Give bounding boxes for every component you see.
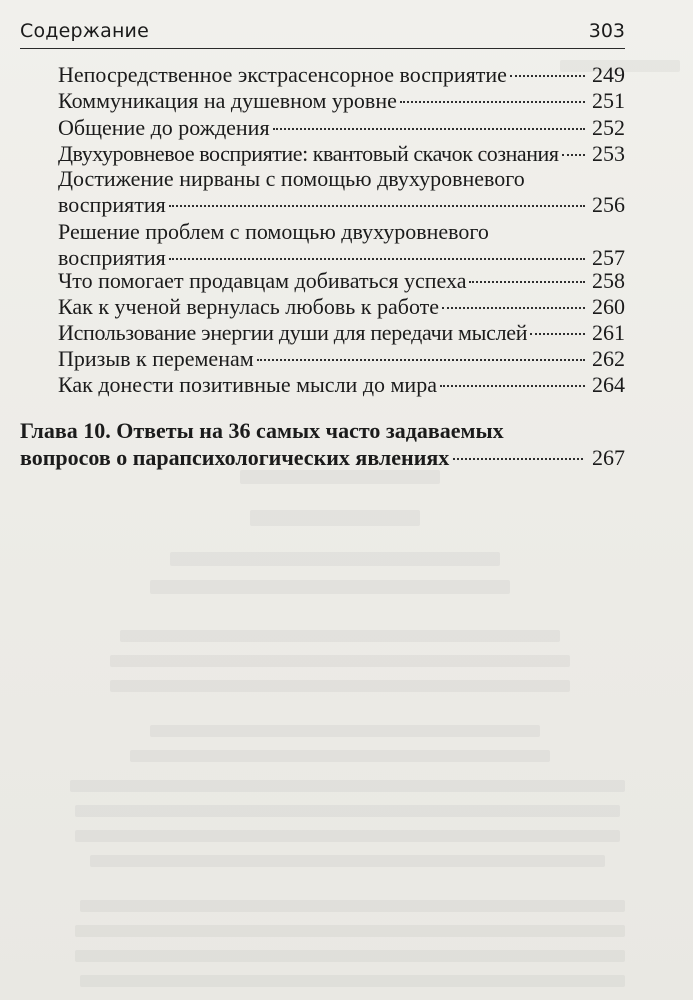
dot-leader: [562, 154, 585, 156]
show-through-mark: [150, 580, 510, 594]
dot-leader: [169, 205, 585, 207]
show-through-mark: [110, 680, 570, 692]
dot-leader: [510, 75, 585, 77]
toc-entry-page: 249: [592, 62, 625, 87]
show-through-mark: [240, 470, 440, 484]
chapter-page: 267: [592, 445, 625, 470]
toc-entry-title-line1: Достижение нирваны с помощью двухуровневого: [58, 166, 525, 191]
dot-leader: [442, 307, 585, 309]
toc-entry-title: Как к ученой вернулась любовь к работе: [58, 294, 440, 319]
toc-entry-title: Как донести позитивные мысли до мира: [58, 372, 437, 397]
dot-leader: [273, 128, 585, 130]
dot-leader: [169, 258, 585, 260]
dot-leader: [469, 281, 585, 283]
toc-entry: [58, 141, 625, 167]
show-through-mark: [120, 630, 560, 642]
toc-entry-page: 258: [592, 268, 625, 293]
dot-leader: [440, 385, 585, 387]
show-through-mark: [75, 830, 620, 842]
show-through-mark: [170, 552, 500, 566]
toc-entry-page: 262: [592, 346, 625, 371]
toc-entry: [58, 320, 625, 346]
chapter-entry: [20, 417, 625, 471]
show-through-mark: [130, 750, 550, 762]
toc-entry-page: 260: [592, 294, 625, 319]
dot-leader: [257, 359, 585, 361]
toc-entry-title: Использование энергии души для передачи мыслей: [58, 320, 528, 345]
toc-entry-title: Непосредственное экстрасенсорное восприятие: [58, 62, 507, 87]
toc-entry: [58, 219, 625, 271]
toc-entry-title: Двухуровневое восприятие: квантовый скачок сознания: [58, 141, 559, 166]
dot-leader: [453, 458, 583, 460]
toc-entry-title-line2: восприятия: [58, 245, 166, 270]
show-through-mark: [70, 780, 625, 792]
toc-entry-page: 251: [592, 88, 625, 113]
toc-entry-title: Коммуникация на душевном уровне: [58, 88, 397, 113]
show-through-mark: [110, 655, 570, 667]
running-header-title: Содержание: [20, 20, 149, 42]
show-through-mark: [75, 805, 620, 817]
toc-entry: [58, 115, 625, 141]
toc-entry: [58, 346, 625, 372]
toc-entry: [58, 268, 625, 294]
show-through-mark: [75, 925, 625, 937]
show-through-mark: [75, 950, 625, 962]
dot-leader: [530, 333, 585, 335]
show-through-mark: [80, 900, 625, 912]
toc-entry-page: 261: [592, 320, 625, 345]
toc-entry-page: 252: [592, 115, 625, 140]
toc-entry: [58, 372, 625, 398]
toc-entry: [58, 62, 625, 88]
toc-entry-title: Общение до рождения: [58, 115, 270, 140]
toc-entry-title-line1: Решение проблем с помощью двухуровневого: [58, 219, 489, 244]
chapter-title-line2: вопросов о парапсихологических явлениях: [20, 445, 450, 470]
chapter-title-line1: Глава 10. Ответы на 36 самых часто задаваемых: [20, 418, 504, 443]
show-through-mark: [250, 510, 420, 526]
dot-leader: [400, 101, 585, 103]
toc-entry: [58, 294, 625, 320]
toc-entry: [58, 166, 625, 218]
running-header-page-number: 303: [588, 20, 625, 42]
toc-entry-page: 256: [592, 192, 625, 217]
toc-entry-page: 264: [592, 372, 625, 397]
toc-entry: [58, 88, 625, 114]
running-header: [20, 18, 625, 49]
toc-entry-title-line2: восприятия: [58, 192, 166, 217]
toc-entry-page: 253: [592, 141, 625, 166]
toc-entry-title: Призыв к переменам: [58, 346, 254, 371]
toc-entry-page: 257: [592, 245, 625, 270]
show-through-mark: [150, 725, 540, 737]
toc-entry-title: Что помогает продавцам добиваться успеха: [58, 268, 467, 293]
show-through-mark: [90, 855, 605, 867]
show-through-mark: [80, 975, 625, 987]
